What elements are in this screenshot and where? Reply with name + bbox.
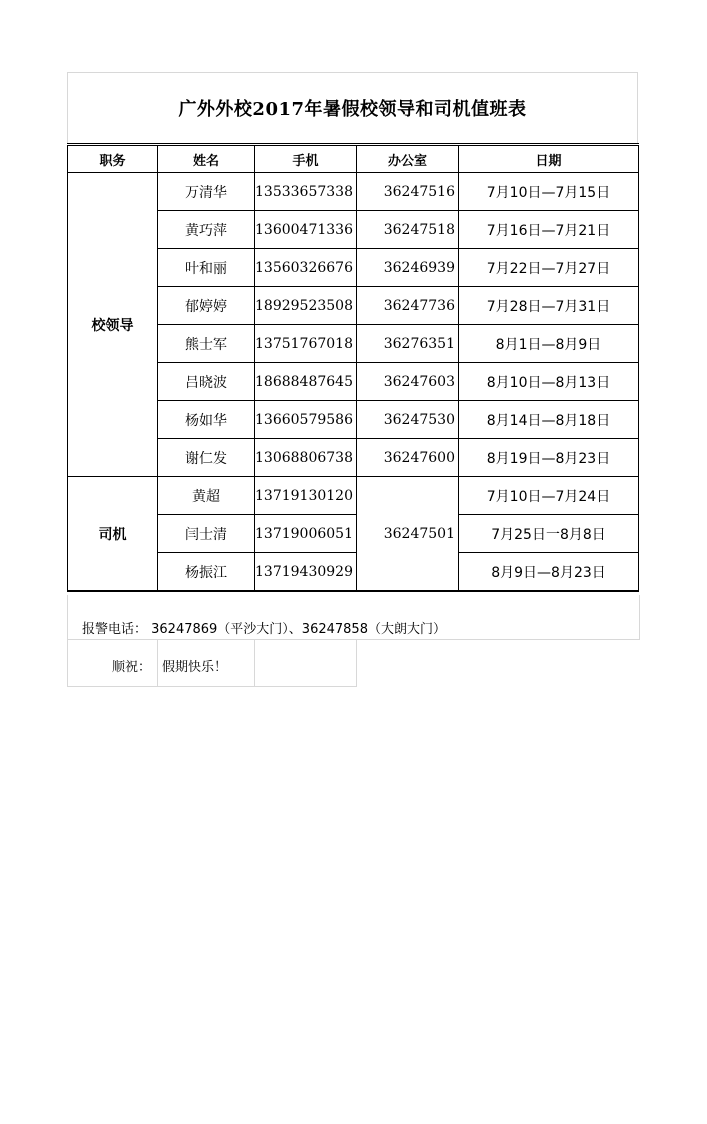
wishes-label: 顺祝： — [111, 660, 151, 675]
name-cell: 黄巧萍 — [158, 211, 255, 249]
wishes-label-cell — [67, 640, 158, 687]
mobile-cell: 13068806738 — [255, 439, 357, 477]
mobile-cell: 18688487645 — [255, 363, 357, 401]
office-cell: 36247516 — [357, 173, 459, 211]
date-cell: 7月28日—7月31日 — [459, 287, 639, 325]
mobile-cell: 13719006051 — [255, 515, 357, 553]
alarm-phone-text: 报警电话： 36247869（平沙大门）、36247858（大朗大门） — [82, 622, 446, 637]
title-row — [67, 72, 638, 143]
office-cell: 36247518 — [357, 211, 459, 249]
duty-roster-table — [67, 143, 639, 592]
mobile-cell: 13560326676 — [255, 249, 357, 287]
page-title: 广外外校2017年暑假校领导和司机值班表 — [178, 99, 527, 120]
header-mobile: 手机 — [255, 145, 357, 173]
name-cell: 吕晓波 — [158, 363, 255, 401]
wishes-row — [67, 640, 356, 686]
mobile-cell: 13533657338 — [255, 173, 357, 211]
header-name: 姓名 — [158, 145, 255, 173]
header-office: 办公室 — [357, 145, 459, 173]
mobile-cell: 13600471336 — [255, 211, 357, 249]
role-cell-leaders: 校领导 — [68, 173, 158, 477]
empty-cell — [254, 640, 357, 687]
office-cell: 36246939 — [357, 249, 459, 287]
alarm-phone-row — [67, 595, 640, 640]
date-cell: 7月25日一8月8日 — [459, 515, 639, 553]
office-cell: 36276351 — [357, 325, 459, 363]
office-cell-drivers: 36247501 — [357, 477, 459, 592]
office-cell: 36247600 — [357, 439, 459, 477]
header-role: 职务 — [68, 145, 158, 173]
wishes-text: 假期快乐！ — [162, 660, 228, 675]
office-cell: 36247603 — [357, 363, 459, 401]
date-cell: 7月22日—7月27日 — [459, 249, 639, 287]
date-cell: 8月10日—8月13日 — [459, 363, 639, 401]
name-cell: 熊士军 — [158, 325, 255, 363]
name-cell: 杨如华 — [158, 401, 255, 439]
table-row — [68, 173, 639, 211]
mobile-cell: 13751767018 — [255, 325, 357, 363]
roster-sheet — [67, 72, 638, 592]
date-cell: 7月10日—7月15日 — [459, 173, 639, 211]
header-row — [68, 145, 639, 173]
mobile-cell: 13719430929 — [255, 553, 357, 592]
wishes-value-cell — [157, 640, 255, 687]
header-date: 日期 — [459, 145, 639, 173]
date-cell: 7月10日—7月24日 — [459, 477, 639, 515]
name-cell: 杨振江 — [158, 553, 255, 592]
date-cell: 8月14日—8月18日 — [459, 401, 639, 439]
date-cell: 7月16日—7月21日 — [459, 211, 639, 249]
role-cell-drivers: 司机 — [68, 477, 158, 592]
name-cell: 郁婷婷 — [158, 287, 255, 325]
office-cell: 36247736 — [357, 287, 459, 325]
name-cell: 万清华 — [158, 173, 255, 211]
name-cell: 谢仁发 — [158, 439, 255, 477]
name-cell: 叶和丽 — [158, 249, 255, 287]
table-row — [68, 477, 639, 515]
mobile-cell: 13719130120 — [255, 477, 357, 515]
mobile-cell: 13660579586 — [255, 401, 357, 439]
date-cell: 8月19日—8月23日 — [459, 439, 639, 477]
date-cell: 8月9日—8月23日 — [459, 553, 639, 592]
office-cell: 36247530 — [357, 401, 459, 439]
date-cell: 8月1日—8月9日 — [459, 325, 639, 363]
name-cell: 闫士清 — [158, 515, 255, 553]
name-cell: 黄超 — [158, 477, 255, 515]
mobile-cell: 18929523508 — [255, 287, 357, 325]
